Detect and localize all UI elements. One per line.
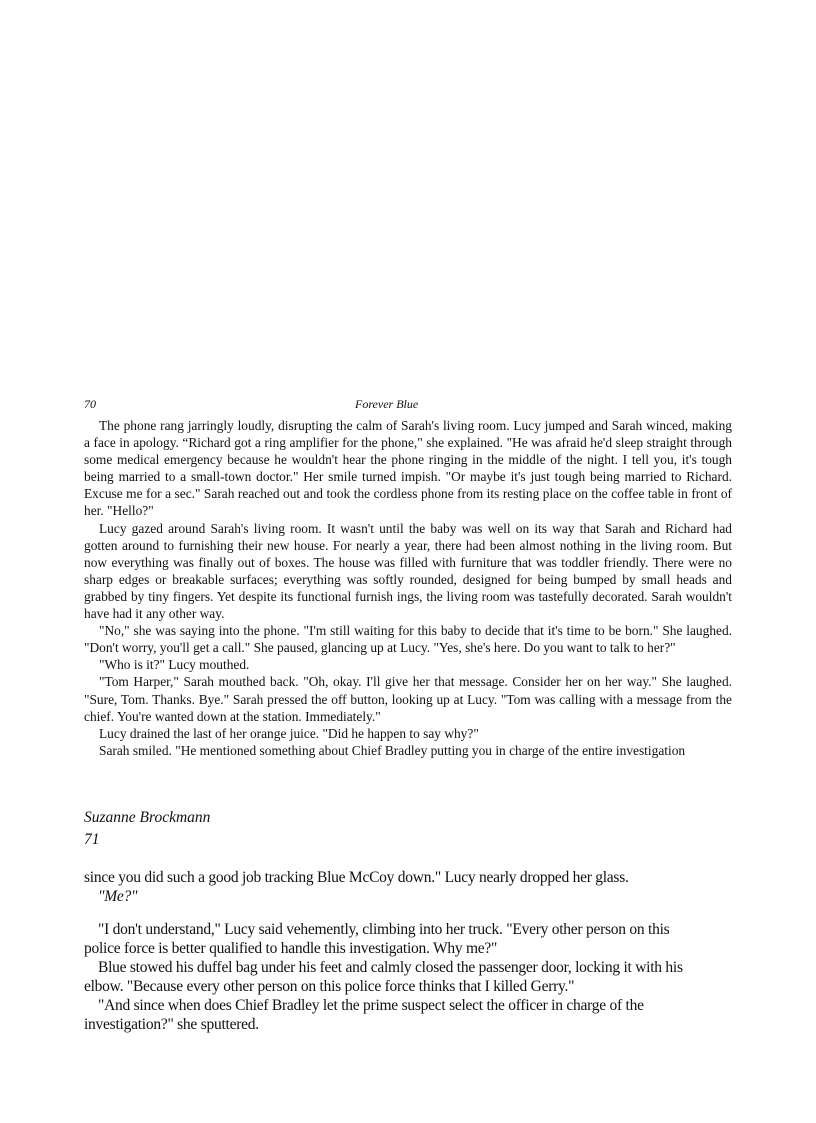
- author-name: Suzanne Brockmann: [84, 809, 211, 826]
- paragraph: Lucy gazed around Sarah's living room. It wasn't until the baby was well on its way that Sarah and Richard had gotten around to furnishing their new house. For nearly a year, there had been almost nothing in the living room. But now everything was finally out of boxes. The house was filled with furniture that was toddler friendly. There were no sharp edges or breakable surfaces; everything was softly rounded, designed for being bumped by small heads and grabbed by tiny fingers. Yet despite its functional furnish ings, the living room was tastefully decorated. Sarah wouldn't have had it any other way.: [84, 520, 732, 622]
- chapter-text-page-70: [84, 417, 732, 759]
- paragraph: Blue stowed his duffel bag under his feet and calmly closed the passenger door, locking it with his elbow. "Because every other person on this police force thinks that I killed Gerry.": [84, 959, 683, 995]
- page-number: 71: [84, 831, 100, 848]
- paragraph: Sarah smiled. "He mentioned something about Chief Bradley putting you in charge of the entire investigation: [99, 742, 686, 758]
- paragraph: "Tom Harper," Sarah mouthed back. "Oh, okay. I'll give her that message. Consider her on her way." She laughed. "Sure, Tom. Thanks. Bye." Sarah pressed the off button, looking up at Lucy. "Tom was calling with a message from the chief. You're wanted down at the station. Immediately.": [84, 674, 732, 724]
- paragraph: "Who is it?" Lucy mouthed.: [99, 657, 250, 673]
- section-break: [84, 906, 684, 920]
- page-number: 70: [84, 397, 96, 411]
- paragraph: "Me?": [98, 888, 138, 905]
- paragraph: "I don't understand," Lucy said vehemently, climbing into her truck. "Every other person on this police force is better qualified to handle this investigation. Why me?": [84, 921, 670, 957]
- paragraph: "No," she was saying into the phone. "I'm still waiting for this baby to decide that it's time to be born." She laughed. "Don't worry, you'll get a call." She paused, glancing up at Lucy. "Yes, she's here. Do you want to talk to her?": [84, 623, 732, 656]
- paragraph: Lucy drained the last of her orange juice. "Did he happen to say why?": [99, 725, 479, 741]
- paragraph: since you did such a good job tracking Blue McCoy down." Lucy nearly dropped her glass.: [84, 869, 629, 886]
- running-header-title: Forever Blue: [355, 397, 419, 411]
- chapter-text-page-71: [84, 868, 684, 1034]
- paragraph: The phone rang jarringly loudly, disrupting the calm of Sarah's living room. Lucy jumped and Sarah winced, making a face in apology. “Richard got a ring amplifier for the phone," she explained. "He was afraid he'd sleep straight through some medical emergency because he wouldn't hear the phone ringing in the middle of the night. I tell you, it's tough being married to a small-town doctor." Her smile turned impish. "Or maybe it's just tough being married to Richard. Excuse me for a sec." Sarah reached out and took the cordless phone from its resting place on the coffee table in front of her. "Hello?": [84, 418, 732, 519]
- paragraph: "And since when does Chief Bradley let the prime suspect select the officer in charge of the investigation?" she sputtered.: [84, 997, 644, 1033]
